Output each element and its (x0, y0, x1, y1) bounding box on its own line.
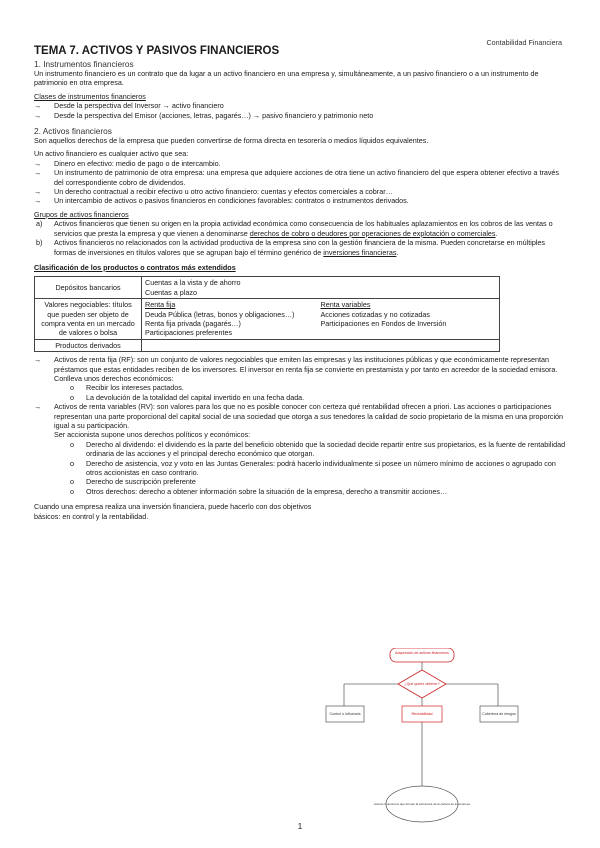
arrow-icon: → (34, 101, 42, 111)
table-row (35, 339, 500, 351)
table-cell-label: Valores negociables: títulos que pueden ser objeto de compra venta en un mercado de valores o bolsa (35, 299, 142, 340)
page-title: TEMA 7. ACTIVOS Y PASIVOS FINANCIEROS (34, 45, 280, 57)
arrow-icon: → (34, 355, 42, 365)
flow-text-end: Activos financieros que forman la estructura de la cartera de inversiones (373, 802, 471, 806)
list-item: → Desde la perspectiva del Inversor → activo financiero (34, 101, 224, 111)
section-1-paragraph: Un instrumento financiero es un contrato que da lugar a un activo financiero en una empresa y, simultáneamente, a un pasivo financiero o a un instrumento de patrimonio en otra empresa. (34, 69, 539, 88)
list-item: → Un instrumento de patrimonio de otra empresa: una empresa que adquiere acciones de otra tiene un activo financiero del que espera obtener efectivo a través del correspondiente cobro de dividendos. (34, 168, 560, 187)
list-item: o Derecho de suscripción preferente (70, 477, 196, 487)
list-item: o Derecho de asistencia, voz y voto en las Juntas Generales: podrá hacerlo individualmente si posee un número mínimo de acciones o agrupado con otros accionistas en caso contrario. (70, 458, 556, 478)
rv-supone: Ser accionista supone unos derechos políticos y económicos: (54, 430, 251, 440)
tabla-title: Clasificación de los productos o contratos más extendidos (34, 262, 236, 272)
arrow-icon: → (34, 110, 42, 120)
flow-text-start: Adquisición de activos financieros (395, 651, 449, 655)
arrow-icon: → (34, 158, 42, 168)
section-2-paragraph: Son aquellos derechos de la empresa que pueden convertirse de forma directa en tesorería o medios líquidos equivalentes. (34, 136, 429, 146)
flow-text-control: Control o Influencia (329, 712, 361, 716)
section-2-lead: Un activo financiero es cualquier activo que sea: (34, 149, 189, 159)
page-header-subject: Contabilidad Financiera (486, 38, 562, 47)
arrow-icon: → (34, 196, 42, 206)
arrow-icon: → (34, 402, 42, 412)
list-item: → Activos de renta variables (RV): son valores para los que no es posible conocer con certeza qué rentabilidad ofrecen a priori. Las acciones o participaciones representan una parte proporcional del capital social de una sociedad que otorga a sus tenedores la calidad de socio propietario de la misma en una proporción igual a su participación. (34, 402, 564, 430)
clases-title: Clases de instrumentos financieros (34, 91, 146, 101)
section-1-heading: 1. Instrumentos financieros (34, 59, 134, 69)
list-item: o La devolución de la totalidad del capital invertido en una fecha dada. (70, 392, 305, 402)
renta-fija-title: Renta fija (145, 300, 176, 310)
renta-variable-derechos (34, 440, 566, 496)
list-item: → Activos de renta fija (RF): son un conjunto de valores negociables que emiten las empresas y las instituciones públicas y que económicamente representan préstamos que estas entidades reciben de los inversores. El inversor en renta fija se convierte en prestamista y por tanto en acreedor de la sociedad emisora. Conlleva unos derechos económicos: (34, 355, 558, 383)
table-cell-label: Productos derivados (35, 339, 142, 351)
table-cell: Cuentas a la vista y de ahorro Cuentas a plazo (142, 277, 500, 299)
list-item: o Recibir los intereses pactados. (70, 383, 184, 393)
renta-variable-section (34, 402, 566, 430)
renta-fija-derechos (34, 383, 566, 402)
activo-list (34, 159, 566, 206)
table-cell-label: Depósitos bancarios (35, 277, 142, 299)
grupo-a-term: derechos de cobro o deudores por operaciones de explotación o comerciales (249, 228, 496, 238)
renta-variable-title: Renta variables (320, 300, 371, 310)
clases-list (34, 101, 566, 120)
list-item: → Un derecho contractual a recibir efectivo u otro activo financiero: cuentas y efectos comerciales a cobrar… (34, 187, 393, 197)
renta-fija-section (34, 355, 566, 383)
list-item: o Derecho al dividendo: el dividendo es la parte del beneficio obtenido que la sociedad decide repartir entre sus propietarios, es la fuente de rentabilidad ordinaria de las acciones y el principal derecho económico que otorgan. (70, 439, 566, 459)
arrow-icon: → (34, 187, 42, 197)
list-item: o Otros derechos: derecho a obtener información sobre la situación de la empresa, derecho a transmitir acciones… (70, 486, 448, 496)
flow-text-decision: ¿Qué quiere obtener? (404, 682, 440, 686)
flow-text-rentabilidad: Rentabilidad (411, 712, 433, 716)
document-body (34, 44, 566, 521)
page-number: 1 (297, 822, 303, 831)
grupos-title: Grupos de activos financieros (34, 209, 129, 219)
final-paragraph: Cuando una empresa realiza una inversión financiera, puede hacerlo con dos objetivos básicos: en control y la rentabilidad. (34, 502, 312, 521)
arrow-icon: → (34, 168, 42, 178)
table-cell (142, 339, 500, 351)
table-row (35, 299, 500, 340)
section-2-heading: 2. Activos financieros (34, 126, 112, 137)
table-cell: Renta fija Deuda Pública (letras, bonos y obligaciones…) Renta fija privada (pagarés…) Participaciones preferentes Renta variables Acciones cotizadas y no cotizadas Participaciones en Fondos de Inversión (142, 299, 500, 340)
table-row (35, 277, 500, 299)
list-item: b) Activos financieros no relacionados con la actividad productiva de la empresa sino con la gestión financiera de la misma. Pueden concretarse en múltiples formas de inversiones en títulos valores que se agrupan bajo el término genérico de inversiones financieras. (36, 238, 546, 257)
list-item: → Dinero en efectivo: medio de pago o de intercambio. (34, 158, 221, 168)
list-item: → Un intercambio de activos o pasivos financieros en condiciones favorables: contratos o instrumentos derivados. (34, 196, 409, 206)
grupo-b-term: inversiones financieras (323, 247, 397, 257)
list-item: → Desde la perspectiva del Emisor (acciones, letras, pagarés…) → pasivo financiero y patrimonio neto (34, 110, 374, 120)
investment-flowchart (312, 648, 532, 848)
clasificacion-table (34, 276, 500, 352)
grupos-list (34, 219, 566, 257)
flow-text-cobertura: Cobertura de riesgos (482, 712, 516, 716)
list-item: a) Activos financieros que tienen su origen en la propia actividad económica como consecuencia de los habituales aplazamientos en los cobros de las ventas o servicios que presta la empresa y que vienen a denominarse derechos de cobro o deudores por operaciones de explotación o comerciales. (36, 219, 553, 238)
